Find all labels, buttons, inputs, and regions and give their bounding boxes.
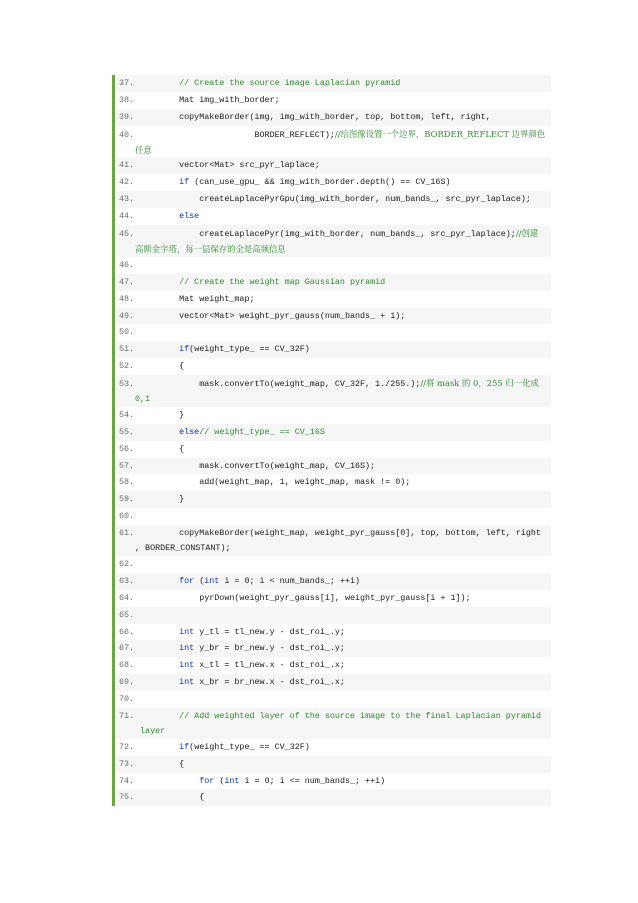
code-text (159, 643, 179, 653)
code-line (115, 441, 551, 458)
line-number: 45. (119, 229, 135, 240)
code-text: { (159, 361, 185, 372)
code-text: vector<Mat> src_pyr_laplace; (159, 160, 320, 171)
code-text (159, 344, 179, 354)
code-keyword: int (179, 660, 195, 671)
code-line (115, 458, 551, 475)
line-number: 40. (119, 129, 135, 140)
code-keyword: int (179, 677, 195, 688)
line-number: 41. (119, 160, 135, 171)
code-line (115, 75, 551, 92)
code-text: y_br = br_new.y - dst_roi_.y; (194, 643, 345, 654)
line-number: 74. (119, 775, 135, 786)
line-number: 47. (119, 276, 135, 287)
code-line (115, 92, 551, 109)
line-number: 50. (119, 327, 135, 338)
code-line (115, 756, 551, 773)
code-comment: //将 mask 的 0，255 归一化成 (420, 378, 539, 389)
code-text: mask.convertTo(weight_map, CV_16S); (159, 460, 376, 471)
line-number: 72. (119, 741, 135, 752)
code-line (115, 424, 551, 441)
code-text (159, 711, 179, 721)
line-number: 48. (119, 293, 135, 304)
code-listing (112, 75, 551, 806)
code-text: copyMakeBorder(weight_map, weight_pyr_gauss[0], top, bottom, left, right (159, 528, 541, 539)
code-comment: //给图像设置一个边界，BORDER_REFLECT 边界颜色 (334, 128, 546, 139)
code-line (115, 126, 551, 158)
code-text: (weight_type_ == CV_32F) (189, 741, 310, 752)
code-text (159, 177, 179, 187)
code-line (115, 590, 551, 607)
code-text (159, 660, 179, 670)
code-text (159, 627, 179, 637)
line-number: 61. (119, 528, 135, 539)
code-text (159, 776, 199, 786)
code-line (115, 407, 551, 424)
code-line (115, 674, 551, 691)
code-text (159, 742, 179, 752)
line-number: 55. (119, 426, 135, 437)
line-number: 53. (119, 379, 135, 390)
line-number: 65. (119, 609, 135, 620)
code-text: Mat img_with_border; (159, 94, 280, 105)
code-text: ( (214, 775, 225, 786)
code-line (115, 573, 551, 590)
code-text: { (159, 758, 185, 769)
code-text: } (159, 494, 185, 505)
code-line (115, 474, 551, 491)
code-keyword: int (179, 643, 195, 654)
code-line (115, 274, 551, 291)
line-number: 67. (119, 643, 135, 654)
code-line (115, 691, 551, 708)
code-line (115, 375, 551, 407)
line-number: 71. (119, 710, 135, 721)
code-line-continuation: 0,1 (135, 394, 151, 404)
code-keyword: else (179, 211, 200, 222)
code-line-continuation: layer (135, 725, 166, 736)
code-keyword: else (179, 426, 200, 437)
line-number: 37. (119, 78, 135, 88)
line-number: 57. (119, 460, 135, 471)
line-number: 38. (119, 94, 135, 105)
line-number: 54. (119, 409, 135, 420)
code-line (115, 291, 551, 308)
code-line (115, 225, 551, 257)
code-text: } (159, 409, 185, 420)
line-number: 58. (119, 477, 135, 488)
code-line (115, 109, 551, 126)
code-text: y_tl = tl_new.y - dst_roi_.y; (194, 626, 345, 637)
code-line (115, 640, 551, 657)
line-number: 70. (119, 694, 135, 705)
code-keyword: for (199, 775, 215, 786)
code-text: mask.convertTo(weight_map, CV_32F, 1./255.); (159, 379, 421, 390)
code-line (115, 308, 551, 325)
code-comment: // weight_type_ == CV_16S (199, 426, 325, 437)
code-keyword: if (179, 344, 190, 355)
line-number: 63. (119, 575, 135, 586)
line-number: 66. (119, 626, 135, 637)
code-text: x_br = br_new.x - dst_roi_.x; (194, 677, 345, 688)
code-keyword: int (204, 575, 220, 586)
code-text: copyMakeBorder(img, img_with_border, top, bottom, left, right, (159, 111, 491, 122)
code-line (115, 789, 551, 806)
code-text: i = 0; i < num_bands_; ++i) (219, 575, 361, 586)
code-line (115, 739, 551, 756)
code-comment: // Create the weight map Gaussian pyramid (179, 276, 386, 287)
line-number: 73. (119, 758, 135, 769)
code-text: (can_use_gpu_ && img_with_border.depth() == CV_16S) (189, 177, 451, 188)
code-line (115, 508, 551, 525)
code-comment: // Create the source image Laplacian pyramid (179, 78, 401, 88)
line-number: 64. (119, 592, 135, 603)
code-keyword: if (179, 741, 190, 752)
line-number: 43. (119, 194, 135, 205)
code-line (115, 624, 551, 641)
line-number: 52. (119, 361, 135, 372)
code-text (159, 427, 179, 437)
code-text: { (159, 443, 185, 454)
line-number: 56. (119, 443, 135, 454)
code-line (115, 191, 551, 208)
code-text (159, 576, 179, 586)
code-text (159, 211, 179, 221)
code-keyword: int (179, 626, 195, 637)
code-text: pyrDown(weight_pyr_gauss[i], weight_pyr_gauss[i + 1]); (159, 592, 471, 603)
code-line (115, 556, 551, 573)
code-text: createLaplacePyr(img_with_border, num_bands_, src_pyr_laplace); (159, 229, 516, 240)
line-number: 69. (119, 677, 135, 688)
code-text: { (159, 792, 205, 803)
line-number: 49. (119, 310, 135, 321)
code-line (115, 491, 551, 508)
code-text: createLaplacePyrGpu(img_with_border, num_bands_, src_pyr_laplace); (159, 194, 531, 205)
code-line (115, 257, 551, 274)
code-line (115, 358, 551, 375)
code-line (115, 657, 551, 674)
code-line-continuation: , BORDER_CONSTANT); (135, 543, 231, 554)
code-line (115, 341, 551, 358)
code-line (115, 174, 551, 191)
code-text (159, 677, 179, 687)
code-text: vector<Mat> weight_pyr_gauss(num_bands_ + 1); (159, 310, 406, 321)
code-line-continuation: 任意 (135, 144, 152, 155)
line-number: 51. (119, 344, 135, 355)
line-number: 60. (119, 511, 135, 522)
line-number: 44. (119, 211, 135, 222)
line-number: 59. (119, 494, 135, 505)
code-keyword: int (224, 775, 240, 786)
line-number: 42. (119, 177, 135, 188)
code-comment: //创建 (515, 228, 539, 239)
code-text: ( (194, 575, 205, 586)
code-line (115, 525, 551, 556)
code-line (115, 324, 551, 341)
code-text: i = 0; i <= num_bands_; ++i) (239, 775, 386, 786)
code-line (115, 708, 551, 739)
code-text: x_tl = tl_new.x - dst_roi_.x; (194, 660, 345, 671)
code-line (115, 208, 551, 225)
code-text (159, 277, 179, 287)
code-keyword: if (179, 177, 190, 188)
code-comment: // Add weighted layer of the source image to the final Laplacian pyramid (179, 710, 541, 721)
line-number: 46. (119, 259, 135, 270)
code-text: BORDER_REFLECT); (159, 129, 335, 140)
code-line (115, 773, 551, 790)
code-text: Mat weight_map; (159, 293, 255, 304)
code-line-continuation: 高斯金字塔，每一层保存的全是高频信息 (135, 243, 286, 254)
line-number: 39. (119, 111, 135, 122)
code-text: add(weight_map, 1, weight_map, mask != 0); (159, 477, 411, 488)
code-text (159, 78, 179, 88)
code-keyword: for (179, 575, 195, 586)
line-number: 62. (119, 558, 135, 569)
code-text: (weight_type_ == CV_32F) (189, 344, 310, 355)
line-number: 68. (119, 660, 135, 671)
code-line (115, 607, 551, 624)
code-line (115, 157, 551, 174)
line-number: 75. (119, 792, 135, 803)
